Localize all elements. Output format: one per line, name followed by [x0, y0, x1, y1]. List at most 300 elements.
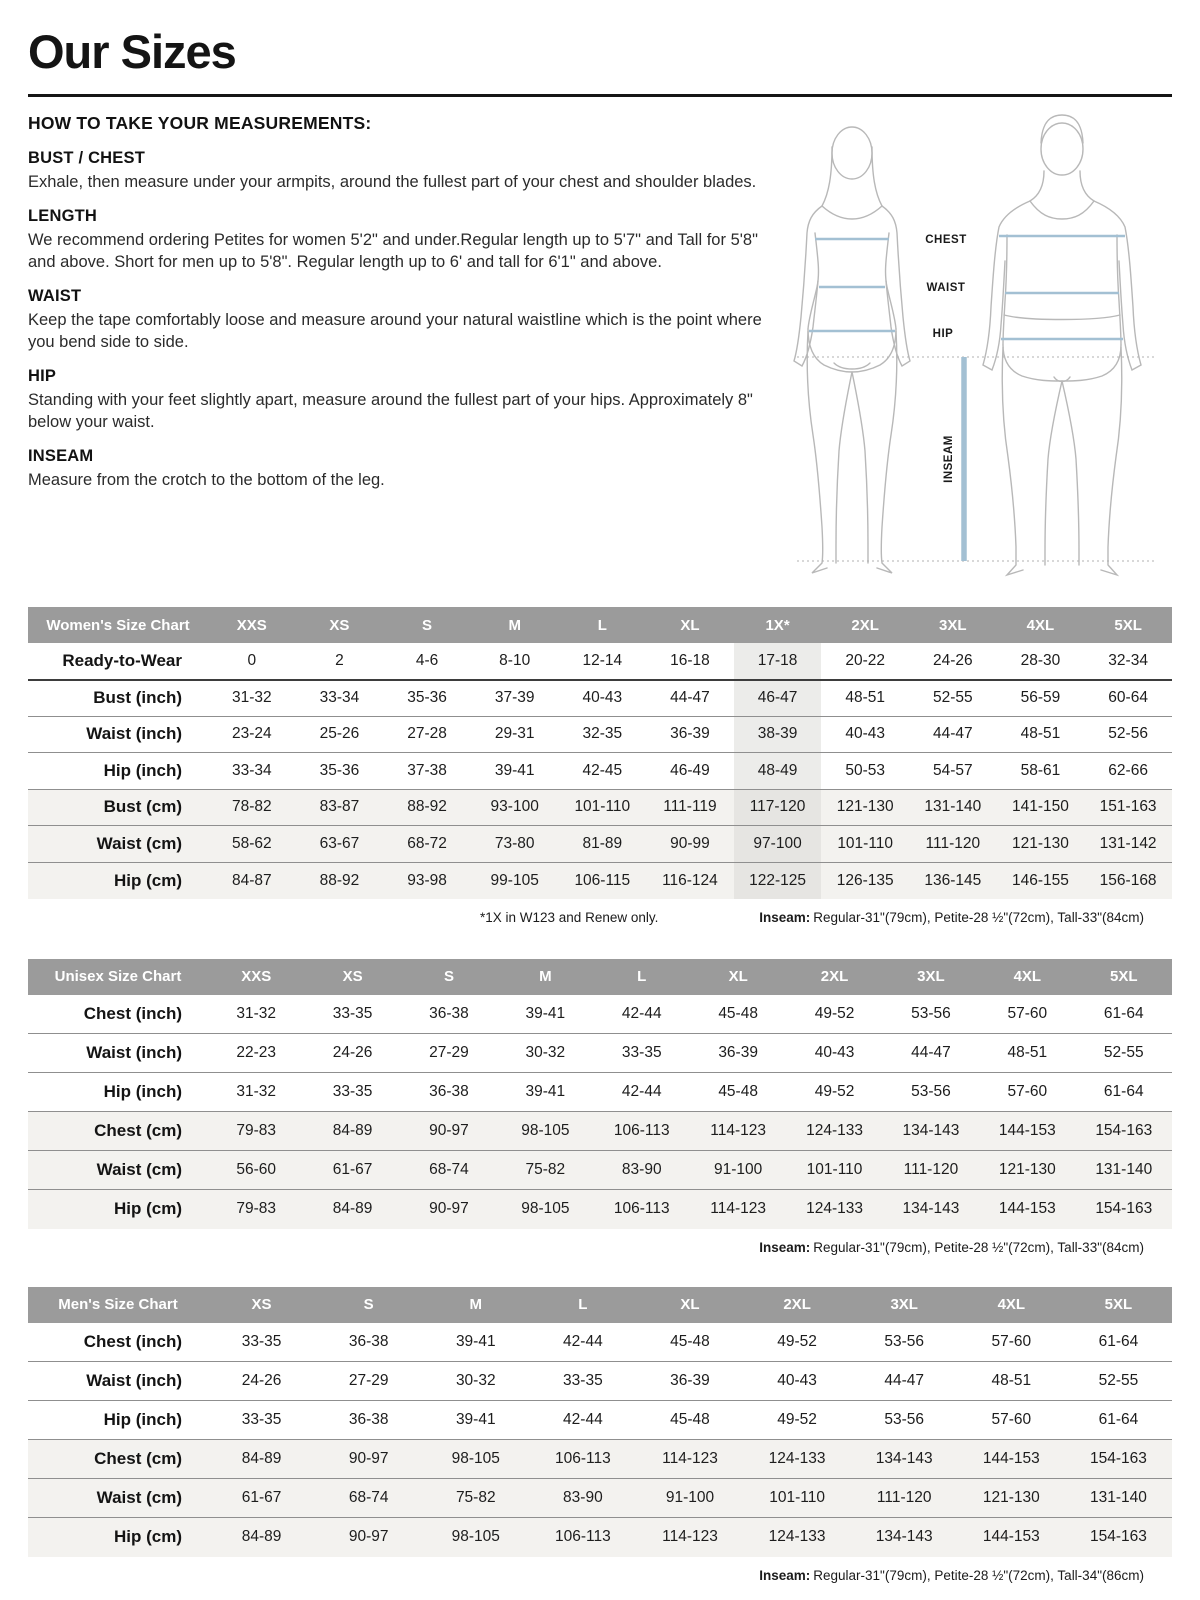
- inseam-footnote: [759, 1568, 1144, 1583]
- size-table-row: [28, 1401, 1172, 1440]
- size-cell: 42-44: [621, 1004, 662, 1022]
- instruction-heading: HIP: [28, 367, 57, 386]
- size-cell: 8-10: [499, 651, 531, 669]
- size-cell: 68-74: [315, 1479, 422, 1518]
- instruction-body: Exhale, then measure under your armpits, around the fullest part of your chest and shoulder blades.: [28, 173, 757, 191]
- size-cell: 75-82: [422, 1479, 529, 1518]
- size-cell: 27-29: [429, 1044, 469, 1061]
- size-cell: 42-44: [563, 1332, 603, 1350]
- size-cell: 45-48: [670, 1332, 710, 1350]
- size-cell: 134-143: [851, 1518, 958, 1557]
- size-cell: 78-82: [208, 789, 296, 826]
- size-table-row: [28, 1151, 1172, 1190]
- size-cell: 124-133: [786, 1190, 882, 1229]
- row-label: Waist (cm): [28, 1479, 208, 1518]
- size-column-header: 1X*: [734, 607, 822, 643]
- size-cell: 31-32: [236, 1083, 277, 1100]
- size-column-header: 2XL: [786, 959, 882, 995]
- size-cell: 42-44: [621, 1083, 662, 1100]
- size-table-row: [28, 1440, 1172, 1479]
- size-cell: 44-47: [911, 1044, 951, 1061]
- size-column-header: 5XL: [1065, 1287, 1172, 1323]
- row-label: Waist (cm): [28, 1151, 208, 1190]
- size-cell: 46-47: [734, 680, 822, 717]
- size-column-header: S: [401, 959, 497, 995]
- size-cell: 28-30: [1020, 651, 1061, 669]
- instruction-heading: WAIST: [28, 287, 82, 306]
- size-cell: 36-38: [348, 1411, 389, 1428]
- size-column-header: 2XL: [821, 607, 909, 643]
- size-cell: 68-72: [383, 826, 471, 863]
- size-cell: 46-49: [670, 761, 710, 779]
- instruction-waist: [28, 287, 776, 353]
- size-cell: 60-64: [1108, 689, 1148, 706]
- size-cell: 53-56: [884, 1411, 925, 1428]
- size-column-header: 4XL: [997, 607, 1085, 643]
- size-cell: 93-98: [383, 862, 471, 899]
- measurement-intro: [28, 113, 1172, 577]
- inseam-footnote: [759, 910, 1144, 925]
- instruction-bust-chest: [28, 149, 776, 193]
- size-cell: 62-66: [1108, 761, 1148, 779]
- waist-label: WAIST: [926, 282, 966, 294]
- size-cell: 154-163: [1076, 1112, 1172, 1151]
- size-cell: 98-105: [497, 1112, 593, 1151]
- size-table-row: [28, 680, 1172, 717]
- row-label: Waist (inch): [86, 1371, 182, 1390]
- size-cell: 61-64: [1103, 1004, 1144, 1022]
- size-table-row: [28, 753, 1172, 790]
- size-cell: 36-38: [429, 1083, 469, 1100]
- table-title: Unisex Size Chart: [28, 959, 208, 995]
- size-cell: 124-133: [786, 1112, 882, 1151]
- table-title: Men's Size Chart: [28, 1287, 208, 1323]
- inseam-label: INSEAM: [943, 435, 955, 483]
- inseam-guide-dotted-lines: [797, 357, 1157, 561]
- size-table-row: [28, 1323, 1172, 1362]
- size-cell: 33-35: [241, 1411, 282, 1428]
- size-cell: 121-130: [958, 1479, 1065, 1518]
- size-cell: 84-87: [208, 862, 296, 899]
- instruction-body: Keep the tape comfortably loose and measure around your natural waistline which is the point where you bend side to side.: [28, 311, 762, 351]
- size-column-header: XL: [690, 959, 786, 995]
- row-label: Waist (cm): [28, 826, 208, 863]
- size-cell: 134-143: [883, 1190, 979, 1229]
- size-table-row: [28, 995, 1172, 1034]
- size-cell: 2: [335, 651, 344, 669]
- size-cell: 84-89: [304, 1112, 400, 1151]
- size-cell: 101-110: [744, 1479, 851, 1518]
- size-cell: 111-120: [851, 1479, 958, 1518]
- size-cell: 23-24: [231, 725, 272, 743]
- size-cell: 54-57: [932, 761, 973, 779]
- row-label: Chest (inch): [83, 1331, 182, 1351]
- size-cell: 35-36: [319, 761, 360, 779]
- one-x-footnote: *1X in W123 and Renew only.: [480, 909, 659, 925]
- size-cell: 36-38: [429, 1004, 469, 1022]
- size-cell: 151-163: [1084, 789, 1172, 826]
- size-cell: 35-36: [407, 689, 447, 706]
- size-cell: 48-49: [734, 753, 822, 790]
- size-cell: 121-130: [821, 789, 909, 826]
- size-column-header: XS: [304, 959, 400, 995]
- size-cell: 24-26: [332, 1044, 373, 1061]
- body-outlines-figure: [782, 109, 1172, 577]
- size-column-header: 5XL: [1084, 607, 1172, 643]
- row-label: Hip (inch): [103, 760, 182, 780]
- size-cell: 39-41: [494, 761, 535, 779]
- size-cell: 33-34: [231, 761, 272, 779]
- size-cell: 44-47: [670, 689, 710, 706]
- size-cell: 98-105: [422, 1440, 529, 1479]
- size-cell: 24-26: [932, 651, 973, 669]
- size-column-header: 3XL: [851, 1287, 958, 1323]
- instructions-column: [28, 113, 776, 577]
- size-cell: 57-60: [1007, 1004, 1048, 1022]
- size-cell: 4-6: [415, 651, 439, 669]
- size-cell: 111-120: [909, 826, 997, 863]
- size-cell: 31-32: [231, 689, 272, 706]
- size-cell: 24-26: [241, 1372, 282, 1389]
- size-table-row: [28, 1034, 1172, 1073]
- size-cell: 81-89: [559, 826, 647, 863]
- size-cell: 90-97: [401, 1112, 497, 1151]
- size-cell: 49-52: [777, 1332, 817, 1350]
- size-cell: 33-35: [332, 1083, 373, 1100]
- size-column-header: 4XL: [958, 1287, 1065, 1323]
- mens-size-table: [28, 1287, 1172, 1557]
- size-column-header: 3XL: [909, 607, 997, 643]
- size-cell: 121-130: [997, 826, 1085, 863]
- size-table-row: [28, 643, 1172, 680]
- size-cell: 39-41: [455, 1332, 496, 1350]
- instruction-inseam: [28, 447, 776, 491]
- body-measurement-diagram: [776, 109, 1172, 577]
- size-cell: 31-32: [236, 1004, 277, 1022]
- size-table-row: [28, 862, 1172, 899]
- size-cell: 29-31: [494, 725, 535, 743]
- size-cell: 83-87: [296, 789, 384, 826]
- size-column-header: M: [497, 959, 593, 995]
- hip-label: HIP: [932, 328, 954, 340]
- title-divider: [28, 94, 1172, 97]
- size-cell: 36-39: [670, 725, 710, 743]
- size-cell: 134-143: [851, 1440, 958, 1479]
- womens-size-chart-section: [28, 607, 1172, 925]
- size-cell: 146-155: [997, 862, 1085, 899]
- size-cell: 48-51: [991, 1372, 1032, 1389]
- row-label: Ready-to-Wear: [62, 650, 182, 670]
- unisex-size-chart-section: [28, 959, 1172, 1255]
- size-cell: 99-105: [471, 862, 559, 899]
- size-cell: 117-120: [734, 789, 822, 826]
- size-cell: 154-163: [1076, 1190, 1172, 1229]
- size-cell: 75-82: [497, 1151, 593, 1190]
- row-label: Hip (cm): [28, 862, 208, 899]
- row-label: Chest (cm): [28, 1112, 208, 1151]
- size-cell: 144-153: [958, 1518, 1065, 1557]
- size-cell: 30-32: [525, 1044, 566, 1061]
- size-column-header: 2XL: [744, 1287, 851, 1323]
- size-cell: 131-142: [1084, 826, 1172, 863]
- size-cell: 114-123: [690, 1112, 786, 1151]
- womens-chart-notes: [28, 910, 1172, 925]
- size-cell: 39-41: [525, 1004, 566, 1022]
- row-label: Bust (cm): [28, 789, 208, 826]
- size-cell: 98-105: [422, 1518, 529, 1557]
- size-table-row: [28, 1518, 1172, 1557]
- size-cell: 50-53: [845, 761, 886, 779]
- size-cell: 124-133: [744, 1518, 851, 1557]
- row-label: Hip (inch): [103, 1410, 182, 1429]
- size-column-header: 5XL: [1076, 959, 1172, 995]
- size-cell: 91-100: [636, 1479, 743, 1518]
- size-cell: 33-34: [319, 689, 360, 706]
- size-cell: 37-39: [494, 689, 535, 706]
- size-cell: 124-133: [744, 1440, 851, 1479]
- size-column-header: XXS: [208, 607, 296, 643]
- size-cell: 90-99: [646, 826, 734, 863]
- size-cell: 53-56: [911, 1083, 951, 1100]
- size-cell: 156-168: [1084, 862, 1172, 899]
- size-cell: 38-39: [734, 716, 822, 753]
- size-cell: 79-83: [208, 1112, 304, 1151]
- instruction-body: Standing with your feet slightly apart, measure around the fullest part of your hips. Approximately 8" below your waist.: [28, 391, 753, 431]
- instruction-heading: LENGTH: [28, 207, 98, 226]
- size-column-header: XXS: [208, 959, 304, 995]
- size-cell: 122-125: [734, 862, 822, 899]
- size-cell: 56-59: [1020, 689, 1061, 706]
- size-cell: 52-55: [1103, 1044, 1144, 1061]
- inseam-footnote-label: Inseam:: [759, 1239, 811, 1255]
- size-cell: 32-35: [582, 725, 623, 743]
- row-label: Chest (cm): [28, 1440, 208, 1479]
- size-cell: 61-64: [1098, 1411, 1139, 1428]
- size-cell: 131-140: [909, 789, 997, 826]
- size-cell: 45-48: [670, 1411, 710, 1428]
- size-cell: 98-105: [497, 1190, 593, 1229]
- size-table-row: [28, 716, 1172, 753]
- instruction-length: [28, 207, 776, 273]
- mens-chart-notes: [28, 1568, 1172, 1583]
- size-cell: 39-41: [525, 1083, 566, 1100]
- size-cell: 90-97: [401, 1190, 497, 1229]
- inseam-footnote-label: Inseam:: [759, 909, 811, 925]
- size-column-header: S: [383, 607, 471, 643]
- size-cell: 33-35: [563, 1372, 603, 1389]
- row-label: Waist (inch): [86, 1043, 182, 1062]
- how-to-heading: HOW TO TAKE YOUR MEASUREMENTS:: [28, 113, 372, 133]
- size-cell: 33-35: [241, 1332, 282, 1350]
- male-figure-outline: [983, 115, 1141, 575]
- row-label: Hip (cm): [28, 1190, 208, 1229]
- size-cell: 42-44: [563, 1411, 603, 1428]
- size-cell: 88-92: [383, 789, 471, 826]
- size-cell: 39-41: [455, 1411, 496, 1428]
- size-cell: 114-123: [636, 1440, 743, 1479]
- size-cell: 27-29: [348, 1372, 389, 1389]
- size-cell: 106-115: [559, 862, 647, 899]
- size-cell: 73-80: [471, 826, 559, 863]
- size-cell: 144-153: [979, 1190, 1075, 1229]
- size-cell: 44-47: [932, 725, 973, 743]
- row-label: Hip (inch): [103, 1082, 182, 1101]
- size-cell: 49-52: [814, 1083, 855, 1100]
- size-cell: 61-64: [1103, 1083, 1144, 1100]
- size-cell: 0: [247, 651, 257, 669]
- size-cell: 84-89: [304, 1190, 400, 1229]
- size-cell: 36-38: [348, 1332, 389, 1350]
- size-column-header: L: [594, 959, 690, 995]
- size-cell: 36-39: [718, 1044, 758, 1061]
- size-cell: 154-163: [1065, 1518, 1172, 1557]
- size-column-header: 4XL: [979, 959, 1075, 995]
- row-label: Hip (cm): [28, 1518, 208, 1557]
- size-cell: 84-89: [208, 1440, 315, 1479]
- size-cell: 106-113: [529, 1518, 636, 1557]
- size-cell: 114-123: [690, 1190, 786, 1229]
- size-column-header: L: [559, 607, 647, 643]
- size-cell: 48-51: [1007, 1044, 1048, 1061]
- table-title: Women's Size Chart: [28, 607, 208, 643]
- female-figure-outline: [794, 127, 910, 573]
- size-column-header: L: [529, 1287, 636, 1323]
- chest-label: CHEST: [925, 234, 967, 246]
- size-table-row: [28, 1479, 1172, 1518]
- size-cell: 106-113: [594, 1190, 690, 1229]
- size-cell: 144-153: [958, 1440, 1065, 1479]
- size-cell: 58-61: [1020, 761, 1061, 779]
- size-cell: 48-51: [845, 689, 886, 706]
- size-cell: 106-113: [529, 1440, 636, 1479]
- inseam-footnote-text: Regular-31"(79cm), Petite-28 ½"(72cm), Tall-34"(86cm): [813, 1567, 1144, 1583]
- size-cell: 111-119: [646, 789, 734, 826]
- size-cell: 79-83: [208, 1190, 304, 1229]
- size-cell: 12-14: [582, 651, 623, 669]
- size-cell: 116-124: [646, 862, 734, 899]
- size-cell: 40-43: [777, 1372, 817, 1389]
- unisex-chart-notes: [28, 1240, 1172, 1255]
- size-cell: 101-110: [821, 826, 909, 863]
- size-column-header: XS: [296, 607, 384, 643]
- size-cell: 61-64: [1098, 1332, 1139, 1350]
- size-cell: 91-100: [690, 1151, 786, 1190]
- size-table-row: [28, 826, 1172, 863]
- size-cell: 36-39: [670, 1372, 710, 1389]
- size-cell: 93-100: [471, 789, 559, 826]
- size-cell: 101-110: [786, 1151, 882, 1190]
- row-label: Bust (inch): [93, 688, 182, 707]
- size-cell: 32-34: [1108, 651, 1148, 669]
- row-label: Chest (inch): [83, 1003, 182, 1023]
- size-cell: 44-47: [884, 1372, 925, 1389]
- size-cell: 83-90: [594, 1151, 690, 1190]
- size-cell: 126-135: [821, 862, 909, 899]
- size-cell: 52-55: [932, 689, 973, 706]
- size-table-row: [28, 1073, 1172, 1112]
- size-table-row: [28, 1362, 1172, 1401]
- size-cell: 90-97: [315, 1440, 422, 1479]
- mens-size-chart-section: [28, 1287, 1172, 1583]
- measurement-lines: [809, 236, 1125, 339]
- size-cell: 83-90: [529, 1479, 636, 1518]
- instruction-heading: INSEAM: [28, 447, 94, 466]
- size-cell: 61-67: [208, 1479, 315, 1518]
- size-cell: 40-43: [582, 689, 623, 706]
- size-cell: 131-140: [1065, 1479, 1172, 1518]
- size-cell: 53-56: [911, 1004, 951, 1022]
- size-cell: 45-48: [718, 1004, 758, 1022]
- size-cell: 17-18: [734, 643, 822, 680]
- size-cell: 20-22: [845, 651, 886, 669]
- size-cell: 68-74: [401, 1151, 497, 1190]
- size-column-header: M: [471, 607, 559, 643]
- size-guide-page: [0, 24, 1200, 1583]
- size-cell: 57-60: [991, 1411, 1032, 1428]
- size-cell: 97-100: [734, 826, 822, 863]
- size-cell: 52-56: [1108, 725, 1148, 743]
- size-cell: 53-56: [884, 1332, 925, 1350]
- size-cell: 40-43: [845, 725, 886, 743]
- size-cell: 111-120: [883, 1151, 979, 1190]
- womens-size-table: [28, 607, 1172, 899]
- size-column-header: 3XL: [883, 959, 979, 995]
- size-cell: 30-32: [455, 1372, 496, 1389]
- size-cell: 88-92: [296, 862, 384, 899]
- size-cell: 154-163: [1065, 1440, 1172, 1479]
- size-cell: 134-143: [883, 1112, 979, 1151]
- size-cell: 16-18: [670, 651, 710, 669]
- inseam-footnote-text: Regular-31"(79cm), Petite-28 ½"(72cm), Tall-33"(84cm): [813, 1239, 1144, 1255]
- size-cell: 22-23: [236, 1044, 277, 1061]
- row-label: Waist (inch): [86, 724, 182, 744]
- size-cell: 27-28: [407, 725, 447, 743]
- size-cell: 131-140: [1076, 1151, 1172, 1190]
- size-column-header: M: [422, 1287, 529, 1323]
- size-cell: 144-153: [979, 1112, 1075, 1151]
- size-cell: 106-113: [594, 1112, 690, 1151]
- size-cell: 42-45: [582, 761, 623, 779]
- size-table-row: [28, 789, 1172, 826]
- size-cell: 114-123: [636, 1518, 743, 1557]
- size-cell: 52-55: [1098, 1372, 1139, 1389]
- size-column-header: XL: [646, 607, 734, 643]
- size-cell: 57-60: [991, 1332, 1032, 1350]
- page-title: Our Sizes: [28, 25, 236, 78]
- size-cell: 101-110: [559, 789, 647, 826]
- unisex-size-table: [28, 959, 1172, 1229]
- size-cell: 90-97: [315, 1518, 422, 1557]
- size-cell: 61-67: [304, 1151, 400, 1190]
- inseam-footnote-label: Inseam:: [759, 1567, 811, 1583]
- instruction-heading: BUST / CHEST: [28, 149, 145, 167]
- size-cell: 121-130: [979, 1151, 1075, 1190]
- size-cell: 56-60: [208, 1151, 304, 1190]
- size-cell: 45-48: [718, 1083, 758, 1100]
- size-cell: 33-35: [332, 1004, 373, 1022]
- size-cell: 84-89: [208, 1518, 315, 1557]
- size-cell: 136-145: [909, 862, 997, 899]
- size-column-header: XL: [636, 1287, 743, 1323]
- size-cell: 49-52: [814, 1004, 855, 1022]
- size-cell: 58-62: [208, 826, 296, 863]
- size-cell: 33-35: [621, 1044, 662, 1061]
- inseam-footnote: [759, 1240, 1144, 1255]
- size-cell: 40-43: [814, 1044, 855, 1061]
- size-table-row: [28, 1112, 1172, 1151]
- size-cell: 37-38: [407, 761, 447, 779]
- size-table-row: [28, 1190, 1172, 1229]
